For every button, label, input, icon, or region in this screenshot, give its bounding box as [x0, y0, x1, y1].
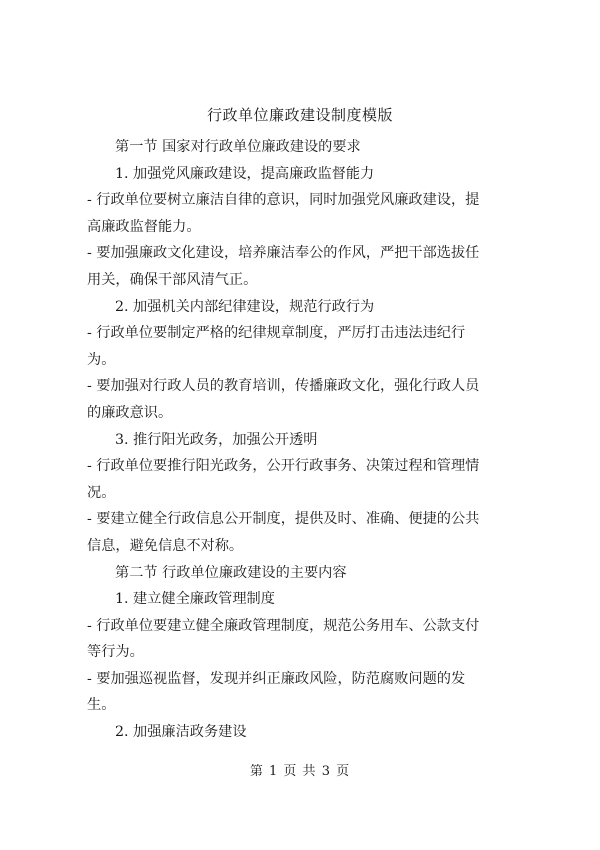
- page-footer: 第 1 页 共 3 页: [249, 764, 351, 779]
- paragraph-line: - 要建立健全行政信息公开制度，提供及时、准确、便捷的公共: [87, 511, 480, 528]
- paragraph-line: - 行政单位要推行阳光政务，公开行政事务、决策过程和管理情: [87, 458, 480, 475]
- paragraph-line: 用关，确保干部风清气正。: [87, 271, 258, 288]
- paragraph-line: 为。: [87, 351, 116, 368]
- paragraph-line: - 要加强廉政文化建设，培养廉洁奉公的作风，严把干部选拔任: [87, 245, 480, 262]
- section-heading-2: 第二节 行政单位廉政建设的主要内容: [115, 564, 347, 581]
- subsection-heading: 3. 推行阳光政务，加强公开透明: [115, 431, 318, 448]
- paragraph-line: - 行政单位要树立廉洁自律的意识，同时加强党风廉政建设，提: [87, 192, 480, 209]
- paragraph-line: 生。: [87, 697, 116, 714]
- paragraph-line: 高廉政监督能力。: [87, 218, 201, 235]
- subsection-heading: 2. 加强廉洁政务建设: [115, 724, 247, 741]
- paragraph-line: - 要加强对行政人员的教育培训，传播廉政文化，强化行政人员: [87, 378, 480, 395]
- paragraph-line: 信息，避免信息不对称。: [87, 537, 244, 554]
- subsection-heading: 1. 加强党风廉政建设，提高廉政监督能力: [115, 165, 375, 182]
- paragraph-line: - 要加强巡视监督，发现并纠正廉政风险，防范腐败问题的发: [87, 670, 466, 687]
- paragraph-line: 况。: [87, 484, 116, 501]
- document-title: 行政单位廉政建设制度模版: [206, 106, 393, 124]
- subsection-heading: 2. 加强机关内部纪律建设，规范行政行为: [115, 298, 375, 315]
- section-heading-1: 第一节 国家对行政单位廉政建设的要求: [115, 139, 361, 155]
- document-body: [87, 134, 513, 746]
- paragraph-line: 的廉政意识。: [87, 404, 173, 421]
- paragraph-line: - 行政单位要制定严格的纪律规章制度，严厉打击违法违纪行: [87, 325, 466, 342]
- paragraph-line: 等行为。: [87, 644, 144, 661]
- subsection-heading: 1. 建立健全廉政管理制度: [115, 591, 275, 608]
- paragraph-line: - 行政单位要建立健全廉政管理制度，规范公务用车、公款支付: [87, 617, 480, 634]
